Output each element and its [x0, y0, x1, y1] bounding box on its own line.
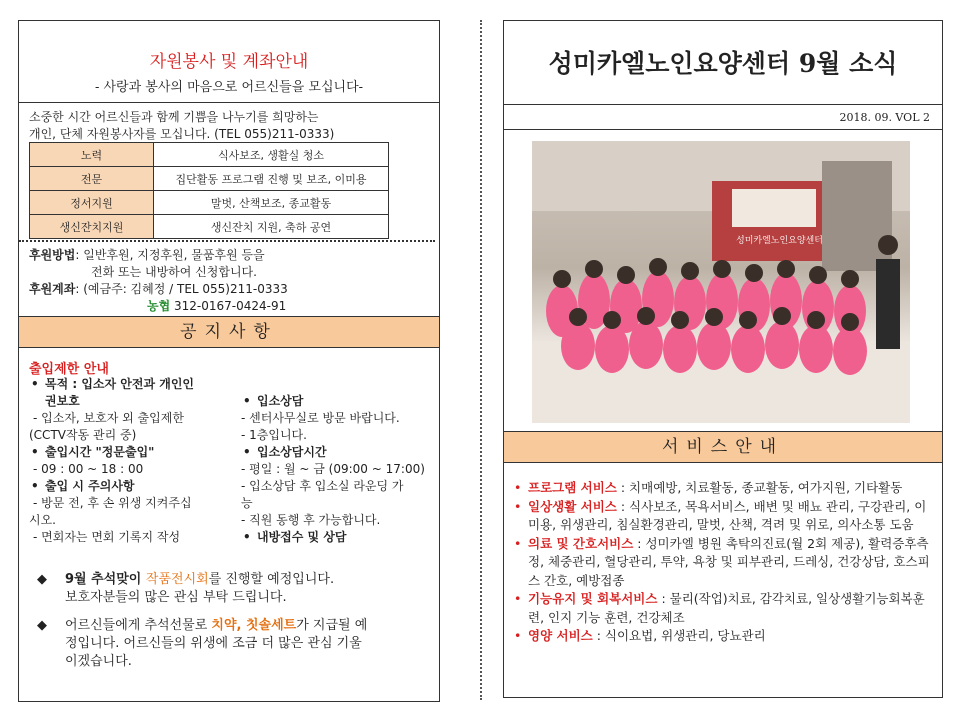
gift-highlight: 치약, 칫솔세트: [211, 618, 297, 633]
donate-label: 후원방법: [29, 248, 76, 262]
table-row: [30, 215, 389, 239]
consult-time-label: • 입소상담시간: [237, 444, 437, 461]
notice-header: 공지사항: [19, 316, 439, 348]
diamond-icon: ◆: [37, 618, 47, 633]
volunteer-title: 자원봉사 및 계좌안내: [149, 52, 309, 72]
table-cell-type: 전문: [30, 167, 154, 191]
bank-name: 농협: [147, 299, 171, 313]
gift-notice: [37, 617, 433, 671]
notice-col-right: [237, 393, 437, 546]
volunteer-subtitle: - 사랑과 봉사의 마음으로 어르신들을 모십니다-: [94, 80, 364, 95]
visit-label: • 출입시간 "정문출입": [25, 444, 240, 461]
gift-line2: 정입니다. 어르신들의 위생에 조금 더 많은 관심 기울: [65, 636, 362, 651]
chuseok-notice: [37, 571, 433, 607]
volunteer-table: [29, 142, 389, 239]
service-item: • 의료 및 간호서비스 : 성미카엘 병원 촉탁의진료(월 2회 제공), 활력증후측정, 체중관리, 혈당관리, 투약, 욕창 및 피부관리, 드레싱, 건강상담, 호스피스 간호, 예방접종: [508, 535, 938, 591]
consult-time4: - 직원 동행 후 가능합니다.: [241, 513, 381, 527]
service-item: • 프로그램 서비스 : 치매예방, 치료활동, 종교활동, 여가지원, 기타활동: [508, 479, 938, 498]
service-item: • 일상생활 서비스 : 식사보조, 목욕서비스, 배변 및 배뇨 관리, 구강관리, 이미용, 위생관리, 침실환경관리, 말벗, 산책, 격려 및 위로, 의사소통 도움: [508, 498, 938, 535]
table-cell-type: 생신잔치지원: [30, 215, 154, 239]
visit-time: - 09 : 00 ~ 18 : 00: [33, 462, 144, 476]
newsletter-title: 성미카엘노인요양센터 9월 소식: [504, 21, 942, 105]
right-panel: [503, 20, 943, 698]
dotted-divider: [19, 240, 435, 242]
visit-consult-label: • 내방접수 및 상담: [237, 529, 437, 546]
gift-rest: 가 지급될 예: [296, 618, 368, 633]
volunteer-intro-line2: 개인, 단체 자원봉사자를 모십니다. (TEL 055)211-0333): [29, 127, 335, 141]
notice-title: 출입제한 안내: [29, 362, 109, 377]
donate-text-line2: 전화 또는 내방하여 신청합니다.: [91, 265, 257, 279]
issue-divider: [504, 129, 942, 130]
volunteer-table-wrap: [29, 142, 389, 239]
chuseok-highlight: 작품전시회: [145, 572, 209, 587]
account-label: 후원계좌: [29, 282, 76, 296]
purpose-text2: (CCTV작동 관리 중): [29, 428, 137, 442]
photo-banner-text: 성미카엘노인요양센터: [736, 236, 823, 246]
service-item: • 기능유지 및 회복서비스 : 물리(작업)치료, 감각치료, 일상생활기능회복훈련, 인지 기능 훈련, 건강체조: [508, 590, 938, 627]
purpose-label: • 목적 : 입소자 안전과 개인인 권보호: [25, 376, 240, 410]
gift-pre: 어르신들에게 추석선물로: [65, 618, 212, 633]
services-list: [508, 479, 938, 646]
consult-time1: - 평일 : 월 ~ 금 (09:00 ~ 17:00): [241, 462, 425, 476]
table-row: [30, 167, 389, 191]
chuseok-rest: 를 진행할 예정입니다.: [208, 572, 335, 587]
group-photo: [532, 141, 910, 423]
table-cell-type: 노력: [30, 143, 154, 167]
consult-time3: 능: [241, 496, 253, 510]
donate-text: : 일반후원, 지정후원, 물품후원 등을: [75, 248, 265, 262]
services-header: 서비스안내: [504, 431, 942, 463]
chuseok-bold: 9월 추석맞이: [65, 572, 146, 587]
page-divider: [480, 20, 482, 700]
diamond-icon: ◆: [37, 572, 47, 587]
chuseok-line2: 보호자분들의 많은 관심 부탁 드립니다.: [65, 590, 287, 605]
service-item: • 영양 서비스 : 식이요법, 위생관리, 당뇨관리: [508, 627, 938, 646]
table-cell-desc: 집단활동 프로그램 진행 및 보조, 이미용: [154, 167, 389, 191]
volunteer-intro-line1: 소중한 시간 어르신들과 함께 기쁨을 나누기를 희망하는: [29, 110, 319, 124]
table-cell-desc: 말벗, 산책보조, 종교활동: [154, 191, 389, 215]
volunteer-title-block: [19, 21, 439, 103]
table-cell-desc: 생신잔치 지원, 축하 공연: [154, 215, 389, 239]
table-cell-desc: 식사보조, 생활실 청소: [154, 143, 389, 167]
table-row: [30, 191, 389, 215]
consult-label: • 입소상담: [237, 393, 437, 410]
donation-block: [29, 247, 429, 315]
caution-text3: - 면회자는 면회 기록지 작성: [33, 530, 181, 544]
caution-text1: - 방문 전, 후 손 위생 지켜주십: [33, 496, 192, 510]
consult-time2: - 입소상담 후 입소실 라운딩 가: [241, 479, 404, 493]
account-number: 312-0167-0424-91: [174, 299, 287, 313]
volunteer-intro: [29, 109, 429, 143]
consult-text2: - 1층입니다.: [241, 428, 307, 442]
account-text: : (예금주: 김혜정 / TEL 055)211-0333: [75, 282, 288, 296]
left-panel: [18, 20, 440, 702]
caution-label: • 출입 시 주의사항: [25, 478, 240, 495]
issue-number: 2018. 09. VOL 2: [839, 111, 930, 124]
table-cell-type: 정서지원: [30, 191, 154, 215]
gift-line3: 이겠습니다.: [65, 654, 132, 669]
caution-text2: 시오.: [29, 513, 56, 527]
purpose-text: - 입소자, 보호자 외 출입제한: [33, 411, 184, 425]
group-photo-illustration: [532, 141, 910, 423]
notice-col-left: [25, 376, 240, 546]
consult-text1: - 센터사무실로 방문 바랍니다.: [241, 411, 400, 425]
table-row: [30, 143, 389, 167]
